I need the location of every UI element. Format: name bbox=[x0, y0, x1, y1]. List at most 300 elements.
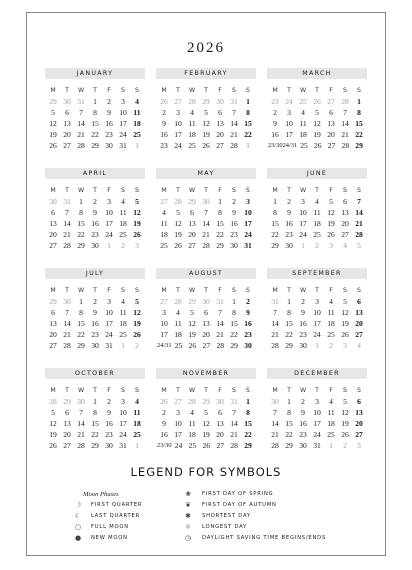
day-cell: 9 bbox=[162, 419, 166, 428]
weekday-header bbox=[157, 185, 255, 196]
weekday-label: M bbox=[272, 387, 278, 394]
day-cell: 21 bbox=[230, 430, 238, 439]
weekday-label: W bbox=[188, 87, 196, 94]
weekday-label: S bbox=[232, 187, 236, 194]
day-cell: 2 bbox=[301, 397, 305, 406]
day-cell: 28 bbox=[63, 341, 71, 350]
day-cell: 28 bbox=[271, 441, 279, 450]
day-cell: 27 bbox=[327, 97, 335, 106]
day-cell: 12 bbox=[49, 419, 57, 428]
weekday-label: T bbox=[93, 87, 97, 94]
day-cell: 10 bbox=[174, 419, 182, 428]
day-cell: 13 bbox=[63, 419, 71, 428]
day-cell: 26 bbox=[327, 230, 335, 239]
week-row bbox=[268, 129, 366, 140]
weekday-label: F bbox=[107, 387, 111, 394]
weekday-label: F bbox=[107, 87, 111, 94]
day-cell: 7 bbox=[79, 408, 83, 417]
day-cell: 1 bbox=[329, 441, 333, 450]
day-cell: 31 bbox=[119, 141, 127, 150]
day-cell: 24 bbox=[313, 330, 321, 339]
day-cell: 25 bbox=[327, 330, 335, 339]
month-march bbox=[267, 68, 367, 158]
day-cell: 16 bbox=[271, 130, 279, 139]
weekday-label: S bbox=[135, 287, 139, 294]
day-cell: 30 bbox=[49, 197, 57, 206]
day-cell: 16 bbox=[160, 130, 168, 139]
day-cell: 4 bbox=[190, 108, 194, 117]
month-january bbox=[45, 68, 145, 158]
day-cell: 28 bbox=[188, 397, 196, 406]
day-cell: 26 bbox=[202, 441, 211, 450]
weekday-header bbox=[268, 85, 366, 96]
day-cell: 19 bbox=[327, 219, 335, 228]
day-cell: 25 bbox=[133, 430, 141, 439]
day-cell: 13 bbox=[216, 419, 224, 428]
weekday-header bbox=[46, 185, 144, 196]
day-cell: 22 bbox=[244, 430, 252, 439]
day-cell: 14 bbox=[341, 119, 349, 128]
weekday-label: M bbox=[161, 387, 167, 394]
weekday-label: T bbox=[65, 187, 69, 194]
day-cell: 29 bbox=[188, 297, 196, 306]
day-cell: 1 bbox=[246, 141, 250, 150]
week-row bbox=[268, 307, 366, 318]
day-cell: 16 bbox=[91, 319, 99, 328]
day-cell: 11 bbox=[188, 419, 196, 428]
day-cell: 5 bbox=[329, 197, 333, 206]
weekday-label: M bbox=[50, 187, 56, 194]
day-cell: 26 bbox=[341, 430, 349, 439]
day-cell: 15 bbox=[91, 119, 99, 128]
week-row bbox=[46, 207, 144, 218]
weekday-label: T bbox=[204, 387, 208, 394]
day-cell: 11 bbox=[313, 208, 321, 217]
weekday-label: T bbox=[315, 187, 319, 194]
day-cell: 21 bbox=[271, 430, 279, 439]
weekday-label: S bbox=[357, 87, 361, 94]
day-cell: 2 bbox=[329, 341, 333, 350]
day-cell: 22 bbox=[271, 230, 279, 239]
week-row bbox=[268, 329, 366, 340]
day-cell: 27 bbox=[160, 297, 168, 306]
day-cell: 23/30 bbox=[157, 442, 172, 449]
moon-phases-legend bbox=[73, 489, 193, 544]
day-cell: 29 bbox=[271, 241, 279, 250]
day-cell: 24 bbox=[244, 230, 252, 239]
day-cell: 31 bbox=[271, 297, 279, 306]
day-cell: 29 bbox=[77, 341, 85, 350]
day-cell: 4 bbox=[121, 297, 125, 306]
day-cell: 12 bbox=[133, 308, 141, 317]
day-cell: 24 bbox=[105, 330, 113, 339]
day-cell: 1 bbox=[232, 297, 236, 306]
day-cell: 4 bbox=[343, 241, 347, 250]
day-cell: 30 bbox=[202, 197, 210, 206]
day-cell: 15 bbox=[244, 119, 252, 128]
weekday-label: F bbox=[329, 387, 333, 394]
day-cell: 1 bbox=[301, 241, 305, 250]
day-cell: 3 bbox=[329, 241, 333, 250]
day-cell: 2 bbox=[135, 341, 139, 350]
weekday-label: T bbox=[176, 287, 180, 294]
day-cell: 12 bbox=[202, 119, 210, 128]
day-cell: 14 bbox=[355, 208, 363, 217]
weekday-label: T bbox=[315, 387, 319, 394]
day-cell: 3 bbox=[301, 197, 305, 206]
week-row bbox=[157, 196, 255, 207]
weekday-label: T bbox=[204, 187, 208, 194]
day-cell: 26 bbox=[133, 330, 141, 339]
weekday-label: W bbox=[299, 87, 307, 94]
day-cell: 29 bbox=[230, 341, 238, 350]
day-cell: 22 bbox=[355, 130, 363, 139]
day-cell: 8 bbox=[218, 208, 222, 217]
day-cell: 16 bbox=[160, 430, 168, 439]
weekday-label: T bbox=[65, 87, 69, 94]
day-cell: 11 bbox=[133, 408, 141, 417]
day-cell: 18 bbox=[133, 119, 141, 128]
week-row bbox=[157, 129, 255, 140]
day-cell: 21 bbox=[355, 219, 363, 228]
day-cell: 3 bbox=[135, 241, 139, 250]
day-cell: 9 bbox=[162, 119, 166, 128]
day-cell: 13 bbox=[341, 208, 349, 217]
day-cell: 20 bbox=[188, 230, 196, 239]
day-cell: 31 bbox=[119, 441, 127, 450]
day-cell: 8 bbox=[79, 208, 83, 217]
day-cell: 17 bbox=[119, 119, 127, 128]
day-cell: 6 bbox=[65, 408, 69, 417]
day-cell: 14 bbox=[202, 219, 210, 228]
weekday-label: W bbox=[77, 87, 85, 94]
day-cell: 12 bbox=[133, 208, 141, 217]
day-cell: 29 bbox=[355, 141, 363, 150]
day-cell: 1 bbox=[93, 97, 97, 106]
day-cell: 5 bbox=[315, 108, 319, 117]
legend-item bbox=[73, 500, 193, 511]
day-cell: 9 bbox=[93, 208, 97, 217]
day-cell: 12 bbox=[188, 319, 196, 328]
day-cell: 26 bbox=[188, 341, 197, 350]
day-cell: 31 bbox=[216, 297, 224, 306]
day-cell: 1 bbox=[218, 197, 222, 206]
day-cell: 11 bbox=[188, 119, 196, 128]
day-cell: 28 bbox=[216, 341, 225, 350]
day-cell: 1 bbox=[315, 341, 319, 350]
month-name: DECEMBER bbox=[267, 368, 367, 379]
week-row bbox=[46, 329, 144, 340]
week-row bbox=[268, 440, 366, 451]
weekday-header bbox=[268, 385, 366, 396]
day-cell: 14 bbox=[77, 419, 85, 428]
day-cell: 15 bbox=[285, 319, 293, 328]
day-cell: 28 bbox=[202, 241, 210, 250]
month-february bbox=[156, 68, 256, 158]
day-cell: 27 bbox=[355, 430, 363, 439]
weekday-label: T bbox=[287, 387, 291, 394]
day-cell: 19 bbox=[174, 230, 182, 239]
day-cell: 10 bbox=[105, 308, 113, 317]
weekday-label: S bbox=[357, 387, 361, 394]
weekday-label: F bbox=[107, 187, 111, 194]
day-cell: 13 bbox=[49, 319, 57, 328]
legend-label: FIRST QUARTER bbox=[91, 502, 143, 508]
day-cell: 13 bbox=[355, 308, 363, 317]
day-cell: 16 bbox=[285, 219, 293, 228]
weekday-label: F bbox=[218, 387, 222, 394]
day-cell: 26 bbox=[49, 441, 57, 450]
day-cell: 3 bbox=[357, 441, 361, 450]
weekday-label: T bbox=[65, 387, 69, 394]
day-cell: 1 bbox=[357, 97, 361, 106]
day-cell: 3 bbox=[121, 97, 125, 106]
weekday-label: F bbox=[218, 187, 222, 194]
day-cell: 24 bbox=[119, 130, 127, 139]
day-cell: 19 bbox=[202, 430, 210, 439]
day-cell: 25 bbox=[160, 241, 168, 250]
month-may bbox=[156, 168, 256, 258]
day-cell: 30 bbox=[230, 241, 238, 250]
weekday-label: W bbox=[299, 387, 307, 394]
weekday-label: T bbox=[93, 187, 97, 194]
day-cell: 1 bbox=[121, 341, 125, 350]
day-cell: 1 bbox=[107, 241, 111, 250]
weekday-label: S bbox=[343, 387, 347, 394]
day-cell: 21 bbox=[63, 330, 71, 339]
day-cell: 17 bbox=[105, 219, 113, 228]
day-cell: 13 bbox=[216, 119, 224, 128]
day-cell: 5 bbox=[190, 308, 194, 317]
day-cell: 18 bbox=[119, 319, 127, 328]
day-cell: 25 bbox=[133, 130, 141, 139]
calendar-year-title: 2026 bbox=[187, 40, 225, 56]
day-cell: 6 bbox=[357, 297, 361, 306]
week-row bbox=[268, 140, 366, 151]
day-cell: 28 bbox=[230, 441, 238, 450]
weekday-header bbox=[157, 285, 255, 296]
day-cell: 20 bbox=[355, 319, 363, 328]
day-cell: 1 bbox=[79, 297, 83, 306]
month-august bbox=[156, 268, 256, 358]
weekday-label: T bbox=[176, 187, 180, 194]
day-cell: 6 bbox=[51, 208, 55, 217]
week-row bbox=[46, 429, 144, 440]
day-cell: 30 bbox=[299, 341, 307, 350]
weekday-header bbox=[268, 285, 366, 296]
day-cell: 4 bbox=[135, 397, 139, 406]
day-cell: 17 bbox=[119, 419, 127, 428]
weekday-label: S bbox=[121, 87, 125, 94]
week-row bbox=[46, 129, 144, 140]
day-cell: 2 bbox=[162, 408, 166, 417]
day-cell: 24 bbox=[174, 141, 182, 150]
day-cell: 4 bbox=[301, 108, 305, 117]
day-cell: 19 bbox=[49, 130, 57, 139]
day-cell: 2 bbox=[162, 108, 166, 117]
day-cell: 24/31 bbox=[282, 142, 298, 149]
day-cell: 6 bbox=[218, 108, 222, 117]
day-cell: 17 bbox=[244, 219, 252, 228]
day-cell: 28 bbox=[341, 97, 349, 106]
day-cell: 6 bbox=[190, 208, 194, 217]
month-april bbox=[45, 168, 145, 258]
day-cell: 24 bbox=[313, 430, 321, 439]
day-cell: 26 bbox=[160, 397, 168, 406]
month-july bbox=[45, 268, 145, 358]
day-cell: 8 bbox=[93, 408, 97, 417]
day-cell: 7 bbox=[232, 108, 236, 117]
month-name: APRIL bbox=[45, 168, 145, 179]
day-cell: 24 bbox=[285, 97, 293, 106]
day-cell: 22 bbox=[91, 130, 99, 139]
weekday-label: S bbox=[135, 187, 139, 194]
day-cell: 25 bbox=[119, 330, 127, 339]
day-cell: 24 bbox=[119, 430, 127, 439]
weekday-label: F bbox=[329, 287, 333, 294]
day-cell: 25 bbox=[300, 141, 308, 150]
day-cell: 8 bbox=[93, 108, 97, 117]
month-name: AUGUST bbox=[156, 268, 256, 279]
day-cell: 2 bbox=[121, 241, 125, 250]
day-cell: 28 bbox=[230, 141, 238, 150]
day-cell: 27 bbox=[216, 441, 225, 450]
day-cell: 18 bbox=[188, 430, 196, 439]
day-cell: 4 bbox=[162, 208, 166, 217]
day-cell: 7 bbox=[65, 208, 69, 217]
day-cell: 30 bbox=[91, 341, 99, 350]
day-cell: 18 bbox=[299, 130, 307, 139]
first-quarter-icon: ☽ bbox=[74, 501, 82, 509]
day-cell: 31 bbox=[105, 341, 113, 350]
day-cell: 8 bbox=[232, 308, 236, 317]
day-cell: 22 bbox=[244, 130, 252, 139]
day-cell: 30 bbox=[63, 97, 71, 106]
last-quarter-icon: ☾ bbox=[74, 512, 82, 520]
day-cell: 27 bbox=[327, 141, 336, 150]
day-cell: 5 bbox=[204, 408, 208, 417]
day-cell: 29 bbox=[49, 97, 57, 106]
day-cell: 10 bbox=[299, 208, 307, 217]
day-cell: 7 bbox=[79, 108, 83, 117]
weekday-label: M bbox=[272, 187, 278, 194]
legend-item bbox=[73, 511, 193, 522]
day-cell: 12 bbox=[341, 408, 349, 417]
day-cell: 26 bbox=[313, 97, 321, 106]
day-cell: 30 bbox=[105, 141, 113, 150]
spring-flower-icon: ❀ bbox=[185, 490, 191, 498]
day-cell: 2 bbox=[343, 441, 347, 450]
weekday-label: M bbox=[50, 87, 56, 94]
month-name: JULY bbox=[45, 268, 145, 279]
day-cell: 4 bbox=[176, 308, 180, 317]
day-cell: 16 bbox=[299, 319, 307, 328]
weekday-label: W bbox=[188, 287, 196, 294]
day-cell: 17 bbox=[160, 330, 168, 339]
day-cell: 12 bbox=[174, 219, 182, 228]
day-cell: 31 bbox=[230, 397, 238, 406]
weekday-label: S bbox=[232, 387, 236, 394]
day-cell: 10 bbox=[285, 119, 293, 128]
week-row bbox=[46, 418, 144, 429]
day-cell: 27 bbox=[49, 341, 57, 350]
week-row bbox=[268, 296, 366, 307]
day-cell: 3 bbox=[162, 308, 166, 317]
day-cell: 5 bbox=[51, 108, 55, 117]
day-cell: 2 bbox=[93, 297, 97, 306]
day-cell: 17 bbox=[299, 219, 307, 228]
day-cell: 30 bbox=[244, 341, 252, 350]
day-cell: 24 bbox=[105, 230, 113, 239]
day-cell: 28 bbox=[271, 341, 279, 350]
weekday-label: W bbox=[77, 387, 85, 394]
day-cell: 30 bbox=[105, 441, 113, 450]
weekday-label: S bbox=[232, 287, 236, 294]
day-cell: 10 bbox=[119, 408, 127, 417]
day-cell: 28 bbox=[174, 197, 182, 206]
day-cell: 10 bbox=[174, 119, 182, 128]
day-cell: 6 bbox=[218, 408, 222, 417]
day-cell: 12 bbox=[49, 119, 57, 128]
day-cell: 4 bbox=[329, 397, 333, 406]
day-cell: 21 bbox=[216, 330, 224, 339]
weekday-label: S bbox=[343, 87, 347, 94]
weekday-label: S bbox=[246, 287, 250, 294]
week-row bbox=[46, 196, 144, 207]
day-cell: 20 bbox=[355, 419, 363, 428]
day-cell: 26 bbox=[341, 330, 349, 339]
day-cell: 19 bbox=[49, 430, 57, 439]
day-cell: 13 bbox=[327, 119, 335, 128]
weekday-label: S bbox=[357, 287, 361, 294]
day-cell: 18 bbox=[119, 219, 127, 228]
day-cell: 6 bbox=[343, 197, 347, 206]
autumn-leaf-icon: ❦ bbox=[185, 501, 191, 509]
weekday-label: S bbox=[135, 387, 139, 394]
day-cell: 3 bbox=[107, 197, 111, 206]
month-name: FEBRUARY bbox=[156, 68, 256, 79]
legend-item bbox=[183, 533, 353, 544]
day-cell: 20 bbox=[216, 130, 224, 139]
day-cell: 3 bbox=[343, 341, 347, 350]
day-cell: 25 bbox=[299, 97, 307, 106]
legend-label: LAST QUARTER bbox=[91, 513, 140, 519]
weekday-label: W bbox=[188, 187, 196, 194]
day-cell: 25 bbox=[119, 230, 127, 239]
day-cell: 9 bbox=[93, 308, 97, 317]
day-cell: 2 bbox=[246, 297, 250, 306]
weekday-label: S bbox=[343, 187, 347, 194]
day-cell: 2 bbox=[107, 97, 111, 106]
weekday-label: W bbox=[77, 287, 85, 294]
day-cell: 22 bbox=[230, 330, 238, 339]
day-cell: 29 bbox=[49, 297, 57, 306]
day-cell: 15 bbox=[230, 319, 238, 328]
day-cell: 16 bbox=[244, 319, 252, 328]
day-cell: 5 bbox=[51, 408, 55, 417]
day-cell: 27 bbox=[202, 341, 211, 350]
weekday-label: S bbox=[121, 387, 125, 394]
weekday-header bbox=[157, 85, 255, 96]
day-cell: 29 bbox=[285, 441, 293, 450]
day-cell: 30 bbox=[202, 297, 210, 306]
week-row bbox=[157, 207, 255, 218]
week-row bbox=[46, 218, 144, 229]
day-cell: 25 bbox=[174, 341, 183, 350]
day-cell: 7 bbox=[343, 108, 347, 117]
day-cell: 29 bbox=[216, 241, 224, 250]
month-november bbox=[156, 368, 256, 458]
